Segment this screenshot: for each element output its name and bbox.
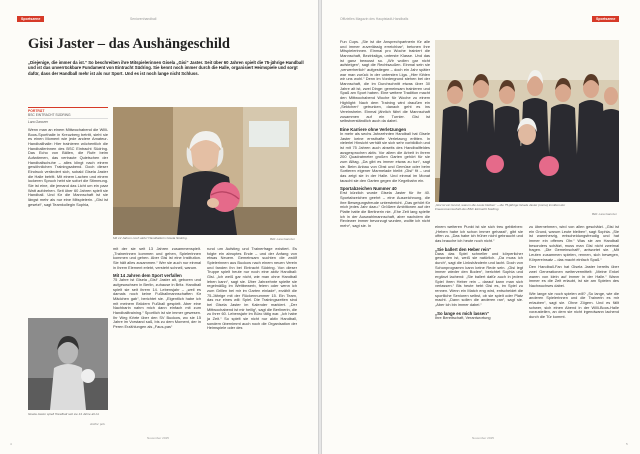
column-3-text: zu übernehmen, wird von allen geschätzt. „Gisi ist ein Grund, warum Leute bleiben“, sagt Sophia. „Sie ist warmherzig, entscheidungsfreudig und hat immer ein offenes Ohr.“ Was sie am Handball besonders schätzt, muss man Gisi nicht zweimal fragen. „Die Gemeinschaft“, antwortet sie. „Mit Leuten zusammen spielen, rennen, sich bewegen, Körpereinsatz – das macht einfach Spaß.“ [529,224,619,262]
column-1-text-c: Erst kürzlich wurde Gisela Jaster für ihr 40. Sportabzeichen geehrt – eine Auszeichnung, die ihre Bewegungsfreude unterstreicht. „Das gehört für mich jedes Jahr dazu.“ Größere Ambitionen auf der Platte hatte die Berlinerin nie. „Ehe Zeit lang spielte ich in der Auswahlmannschaft, aber nachdem die Reviewer immer bevorzugt wurden, wollte ich nicht mehr“, sagt sie. In [340,190,430,229]
column-1-text-b: In mehr als sechs Jahrzehnten Handball hat Gisele Jaster keine ernsthafte Verletzung erlitten. In vielerlei Hinsicht verhält sie sich sehr vorbildlich und ist mit 75 Jahren auch abseits des Handballfeldes ausgesprochen aktiv. Vor allem die Arbeit in ihrem 200 Quadratmeter großen Garten gehört für sie zum Alltag. „Da gibt es immer etwas zu tun“, sagt sie. Beim Anbau von Obst und Gemüse oder beim Sortieren eigener Marmelade bleibt „Gisi“ fit – und das zeigt sie in der Halle. Und einmal im Monat tauscht sie den Garten gegen die Kegelbahn ein. [340,131,430,183]
column-3-text: rund um Aufstieg und Trainerfrage existiert. Es folgte ein abruptes Ende – und der Anfang von etwas Neuem. Gemeinsam suchten die zwölf Spielerinnen aus Buckow nach einem neuen Verein und fanden ihn bei Eintracht Südring. Von dieser Truppe spielt heute nur noch eine aktiv Handball: Gisi. „Ich weiß gar nicht, wie man ohne Handball leben kann“, sagt sie. Über Jahrzehnte spielte sie regelmäßig im Wettbewerb, feiern oder wenn ich zum Grillen bei mir im Garten einlade“, erzählt die 75-Jährige mit der Rückennummer 15. Ein Team, das nur eines will: Spiel. Die Trainingszeiten sind bei Gisela Jaster im Kalender markiert. „Der Mittwochabend ist mir heilig“, sagt die Berlinerin, die zu ihrer 60. Lebensjahr im Büro tätig war. „Ich habe ja Zeit.“ So spielt sie nicht nur aktiv Handball, sondern übernimmt auch noch die Organisation der Heimspiele oder des [207,246,297,331]
photo-1-caption: Mit 12 Jahren noch aktiv! Handballerin Gisela Südring. [113,236,188,240]
byline-divider [28,118,108,119]
team-photo-caption: „Gisi ist ein Grund, warum die Leute bleiben“ – die 75-jährige Gisela Jaster (vorne) inmitten der Frauenmannschaft des BSC Eintracht Südring. [435,203,565,211]
byline-rule [28,107,108,108]
magazine-right-page [322,0,640,454]
article-lead: „Diejenige, die immer da ist.“ So beschreiben ihre Mitspielerinnen Gisela „Gisi“ Jaster. Seit über 60 Jahren spielt die 75-jährige Handball und ist das unverrückbare Fundament von Eintracht Südring. Sie kennt noch immer durch die Halle, organisiert Heimspiele und sorgt dafür, dass der Handball mehr ist als nur Sport. Und es ist noch lange nicht Schluss. [28,60,304,76]
photo-1-credit: Bild: Lara Ganczer [270,237,295,241]
person-with-ball-icon [113,107,297,235]
column-1-text: Wenn man an einem Mittwochabend die Willi-Boos-Sporthalle in Kreuzberg betritt, sieht sie es einen Moment wie jede andere Amateur-Handballhalle: Hier trainieren wöchentlich die Handballerinnen des BSC Eintracht Südring. Das Echo von Bällen, die Rufe beim Aufwärmen, das vertraute Quietschen der Handballschuhe – alles klingt nach einem gewöhnlichen Trainingsabend. Doch dieser Eindruck verändert sich, sobald Gisela Jaster die Halle betritt. Mit einem Lachen und einem lockeren Spruch hebt sie sofort die Stimmung. Sie ist eine, die jemand das Licht um ein paar Watt aufdrehen. Seit über 60 Jahren spielt sie Handball. Und für die Mannschaft ist sie längst mehr als nur eine Mitspielerin. „Gisi ist gesetzt“, sagt Teamkollegin Sophia, [28,127,108,207]
team-group-photo [435,40,619,202]
article-column-1 [28,128,108,207]
page-folio: November 2025 [472,436,495,440]
page-number: 4 [10,442,12,446]
byline [28,107,108,124]
running-header: Offizielles Magazin des Hauptstadt-Handballs [340,17,409,21]
column-2-text: mit der sie seit 13 Jahren zusammenspielt. „Trainerinnen kommen und gehen, Spielerinnen kommen und gehen. Aber Gisi ist eine Institution. Sie hält alles zusammen.“ Wer sie auch nur einmal in Ihrem Element erlebt, versteht schnell, warum. [113,246,201,270]
photo-woman-with-ball [113,107,297,235]
article-column-1 [340,40,430,229]
magazine-left-page [0,0,318,454]
byline-author: Lara Ganczer [28,120,48,125]
column-2-subhead: Mit 14 Jahren dem Sport verfallen [113,273,182,279]
article-column-3 [207,247,297,331]
page-number: 5 [626,442,628,446]
column-2-text: einem weiteren Punkt ist sie sich treu geblieben: „Heben habe ich schon immer gehasst“, gibt sie offen zu. „Das habe ich früher nicht gebraucht und das brauche ich heute noch nicht.“ [435,224,523,243]
column-1-subhead-2: Sportabzeichen Nummer 40 [340,186,397,192]
team-photo-credit: Bild: Lara Ganczer [592,212,617,216]
column-2-text-b: 75 Jahre ist Gisela „Gisi“ Jaster alt, geboren und aufgewachsen in Berlin, zuhause in Britz. Handball spielt sie seit ihrem 14. Lebensjahr – „weil es damals noch keine Fußballmannschaften für Mädchen gab“, berichtet sie. „Eigentlich habe ich mit meinem Brüdern Fußball gespielt. Aber eine Nachbarin nahm mich dann einfach mit zum Handballtraining.“ Sportlich ist sie immer gewesen. Ihr Weg führte über den SV Buckow, wo sie 15 Jahre im Vorstand saß, bis zu dem Moment, der in Peren Erzählungen als „Faus-pas“ [113,277,201,330]
photo-archive-young-player [28,318,108,410]
article-column-2 [435,225,523,321]
article-title: Gisi Jaster – das Aushängeschild [28,36,230,52]
archive-photo-icon [28,318,108,410]
column-2-subhead: „Sie ballert den Heber rein“ [435,246,492,252]
column-3-text-c: Wie lange sie noch spielen will? „So lange, wie die anderen Spielerinnen und die Trainerin es mir erlauben“, sagt sie. Ohne Zögern. Und es fällt schwer, sich einen Abend in der Willi-Boos-Halle vorzustellen, an dem sie nicht irgendwann lachend durch die Tür kommt. [529,290,619,319]
column-3-text-b: Den Handball-Fan hat Gisela Jaster bereits über zwei Generationen weitervermittelt: „Meine Enkel waren von klein auf immer in der Halle.“ Wann immer es die Zeit erlaubt, ist sie am Spielen des Nachwuchses dabei. [529,264,619,288]
running-header: Seniorenhandball [130,17,157,21]
column-1-subhead: Eine Karriere ohne Verletzungen [340,126,407,132]
byline-label: PORTRÄT [28,108,45,113]
article-column-2 [113,247,201,330]
column-1-text: Fun Cups. „Sie ist die Ansprechpartnerin für alle und immer zuverlässig erreichbar“, betonen ihre Mitspielerinnen. Einmal pro Woche trainiert die Mannschaft, Bezirksliga, unterste Klasse. Und das ist ganz bewusst so. „Wir wollen gar nicht aufsteigen“, sagt die Rechtsaußen. Einmal sein sie „verwerherlich“ aufgestiegen – doch ein Jahr später war man zurück in der untersten Liga. „Hier fühlen wir uns wohl.“ Denn im Vordergrund stehen bei der Mannschaft, die im Durchschnitt etwas über 30 Jahre alt ist, zwei Dinge: gemeinsam trainieren und Spaß am Sport haben. Eine weitere Tradition macht den Mittwochabend Woche für Woche zu einem Highlight: Nach dem Training wird draußen ein „Sektchen“ getrunken, danach geht es ins Vereinsheim. Einmal jährlich fährt die Mannschaft zusammen auf ein Turnier. Gisi ist selbstverständlich auch da dabei. [340,39,430,124]
photo-2-caption: Gisela Jaster spielt Handball seit sie 14 Jahre alt ist. [28,412,100,416]
column-2-text-b: Dass das Spiel schneller und körperlicher geworden ist, weiß sie natürlich. „Da muss ich durch“, sagt die Linkshänderin und lacht. Doch von Schonprogramm kann keine Rede sein. „Gisi legt immer wieder den Boden“, berichtet Sophia und ergänzt lachend: „Sie ballert dafür auch in jedem Spiel ihren Heber rein – darauf kann man sich verlassen.“ Bis heute hebt Gisi es, im Spiel zu rennen. Wenn ein Match eng wird, entscheidet die sportliche Senioren selbst, ob sie spielt oder Platz macht. „Dann sollen die anderen ran“, sagt sie. „Aber ich bin immer dabei.“ [435,250,523,308]
section-badge: Sportszene [592,16,619,22]
photo-2-credit: Archiv: priv. [90,422,106,426]
byline-club: BSC EINTRACHT SÜDRING [28,112,71,117]
column-2-text-c: Ihre Bereitschaft, Verantwortung [435,314,491,320]
section-badge: Sportszene [17,16,44,22]
team-photo [435,40,619,202]
column-2-subhead-2: „So lange es mich lassen“ [435,310,489,316]
article-column-3 [529,225,619,319]
page-folio: November 2025 [147,436,170,440]
